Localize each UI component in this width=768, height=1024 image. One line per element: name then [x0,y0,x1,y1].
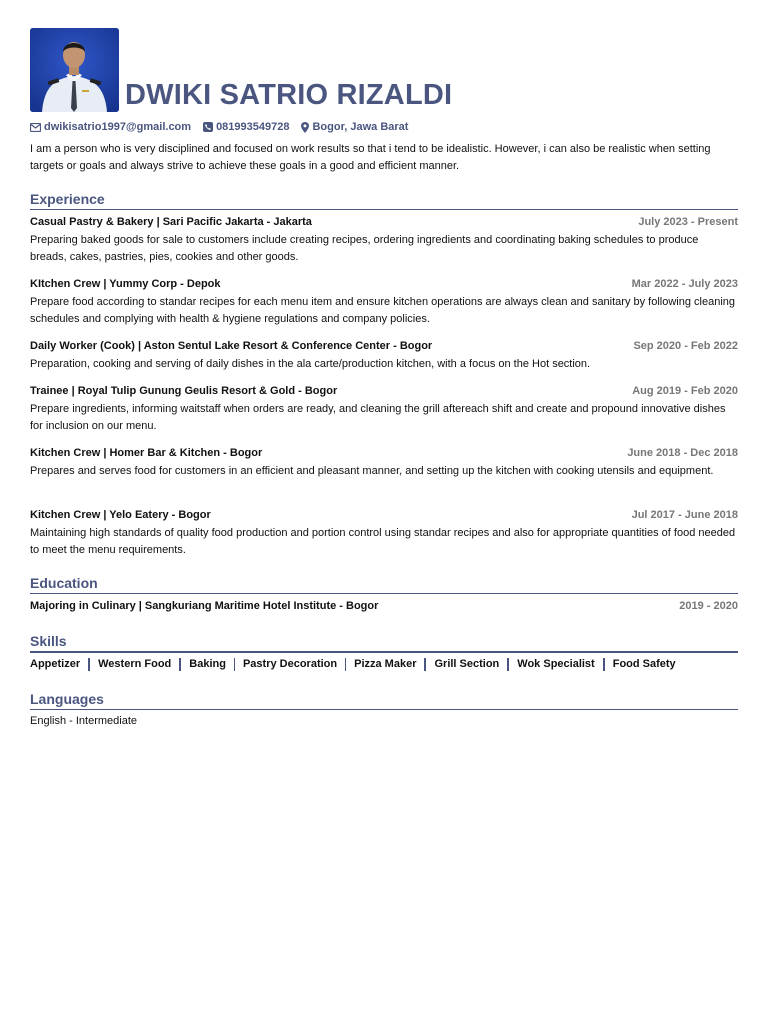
skill-separator [88,658,90,671]
experience-entry [30,339,738,373]
profile-summary: I am a person who is very disciplined and focused on work results so that i tend to be idealistic. However, i can also be realistic when setting targets or goals and always strive to achieve these goals in a good and efficient manner. [30,143,711,172]
experience-entry [30,215,738,266]
entry-title: Kitchen Crew | Yelo Eatery - Bogor [30,509,211,521]
skill-item: Baking [189,658,226,670]
phone-icon [203,122,213,132]
entry-title: KItchen Crew | Yummy Corp - Depok [30,278,221,290]
entry-date: June 2018 - Dec 2018 [627,447,738,459]
entry-title: Majoring in Culinary | Sangkuriang Maritime Hotel Institute - Bogor [30,600,379,612]
entry-date: July 2023 - Present [638,216,738,228]
skill-separator [234,658,235,671]
skill-separator [424,658,426,671]
experience-entry [30,508,738,559]
resume-header [30,28,738,112]
entry-title: Trainee | Royal Tulip Gunung Geulis Resort & Gold - Bogor [30,385,338,397]
contact-bar [30,119,420,135]
experience-entry [30,446,738,480]
profile-photo [30,28,119,112]
education-entry [30,599,738,614]
entry-date: Aug 2019 - Feb 2020 [632,385,738,397]
entry-title: Casual Pastry & Bakery | Sari Pacific Jakarta - Jakarta [30,216,312,228]
entry-date: Mar 2022 - July 2023 [631,278,738,290]
skill-item: Pizza Maker [354,658,417,670]
skills-list [30,656,738,672]
skill-item: Appetizer [30,658,81,670]
skill-separator [603,658,605,671]
map-pin-icon [301,122,309,133]
contact-phone[interactable] [203,121,289,133]
entry-date: 2019 - 2020 [679,600,738,612]
skills-heading: Skills [30,631,738,653]
skill-separator [507,658,509,671]
skill-item: Food Safety [612,658,676,670]
skill-item: Pastry Decoration [242,658,338,670]
contact-location [301,121,408,133]
entry-title: Kitchen Crew | Homer Bar & Kitchen - Bogor [30,447,263,459]
location-text: Bogor, Jawa Barat [312,121,409,133]
skill-separator [345,658,346,671]
entry-title: Daily Worker (Cook) | Aston Sentul Lake Resort & Conference Center - Bogor [30,340,433,352]
entry-description: Preparation, cooking and serving of daily dishes in the ala carte/production kitchen, with a focus on the Hot section. [30,358,591,370]
experience-heading: Experience [30,189,738,210]
entry-date: Jul 2017 - June 2018 [631,509,738,521]
entry-date: Sep 2020 - Feb 2022 [633,340,738,352]
experience-entry [30,384,738,435]
candidate-name: DWIKI SATRIO RIZALDI [125,79,453,111]
entry-description: Prepare ingredients, informing waitstaff when orders are ready, and cleaning the grill aftereach shift and create and propound innovative dishes for inclusion on our menu. [30,403,726,432]
languages-heading: Languages [30,689,738,710]
entry-description: Prepares and serves food for customers in an efficient and pleasant manner, and setting up the kitchen with cooking utensils and equipment. [30,465,714,477]
skill-item: Western Food [98,658,172,670]
skill-separator [179,658,181,671]
skill-item: Grill Section [434,658,500,670]
entry-description: Prepare food according to standar recipes for each menu item and ensure kitchen operations are always clean and sanitary by following cleaning schedules and complying with health & hygiene regulations and company policies. [30,296,736,325]
entry-description: Maintaining high standards of quality food production and portion control using standar recipes and also for appropriate quantities of food needed to meet the menu requirements. [30,527,736,556]
email-text: dwikisatrio1997@gmail.com [44,121,192,133]
entry-description: Preparing baked goods for sale to customers include creating recipes, ordering ingredients and coordinating baking schedules to produce breads, cakes, pastries, pies, cookies and other goods. [30,234,699,263]
language-item: English - Intermediate [30,715,137,727]
envelope-icon [30,123,41,132]
experience-entry [30,277,738,328]
phone-text: 081993549728 [216,121,290,133]
skill-item: Wok Specialist [517,658,595,670]
contact-email[interactable] [30,121,191,133]
education-heading: Education [30,573,738,594]
